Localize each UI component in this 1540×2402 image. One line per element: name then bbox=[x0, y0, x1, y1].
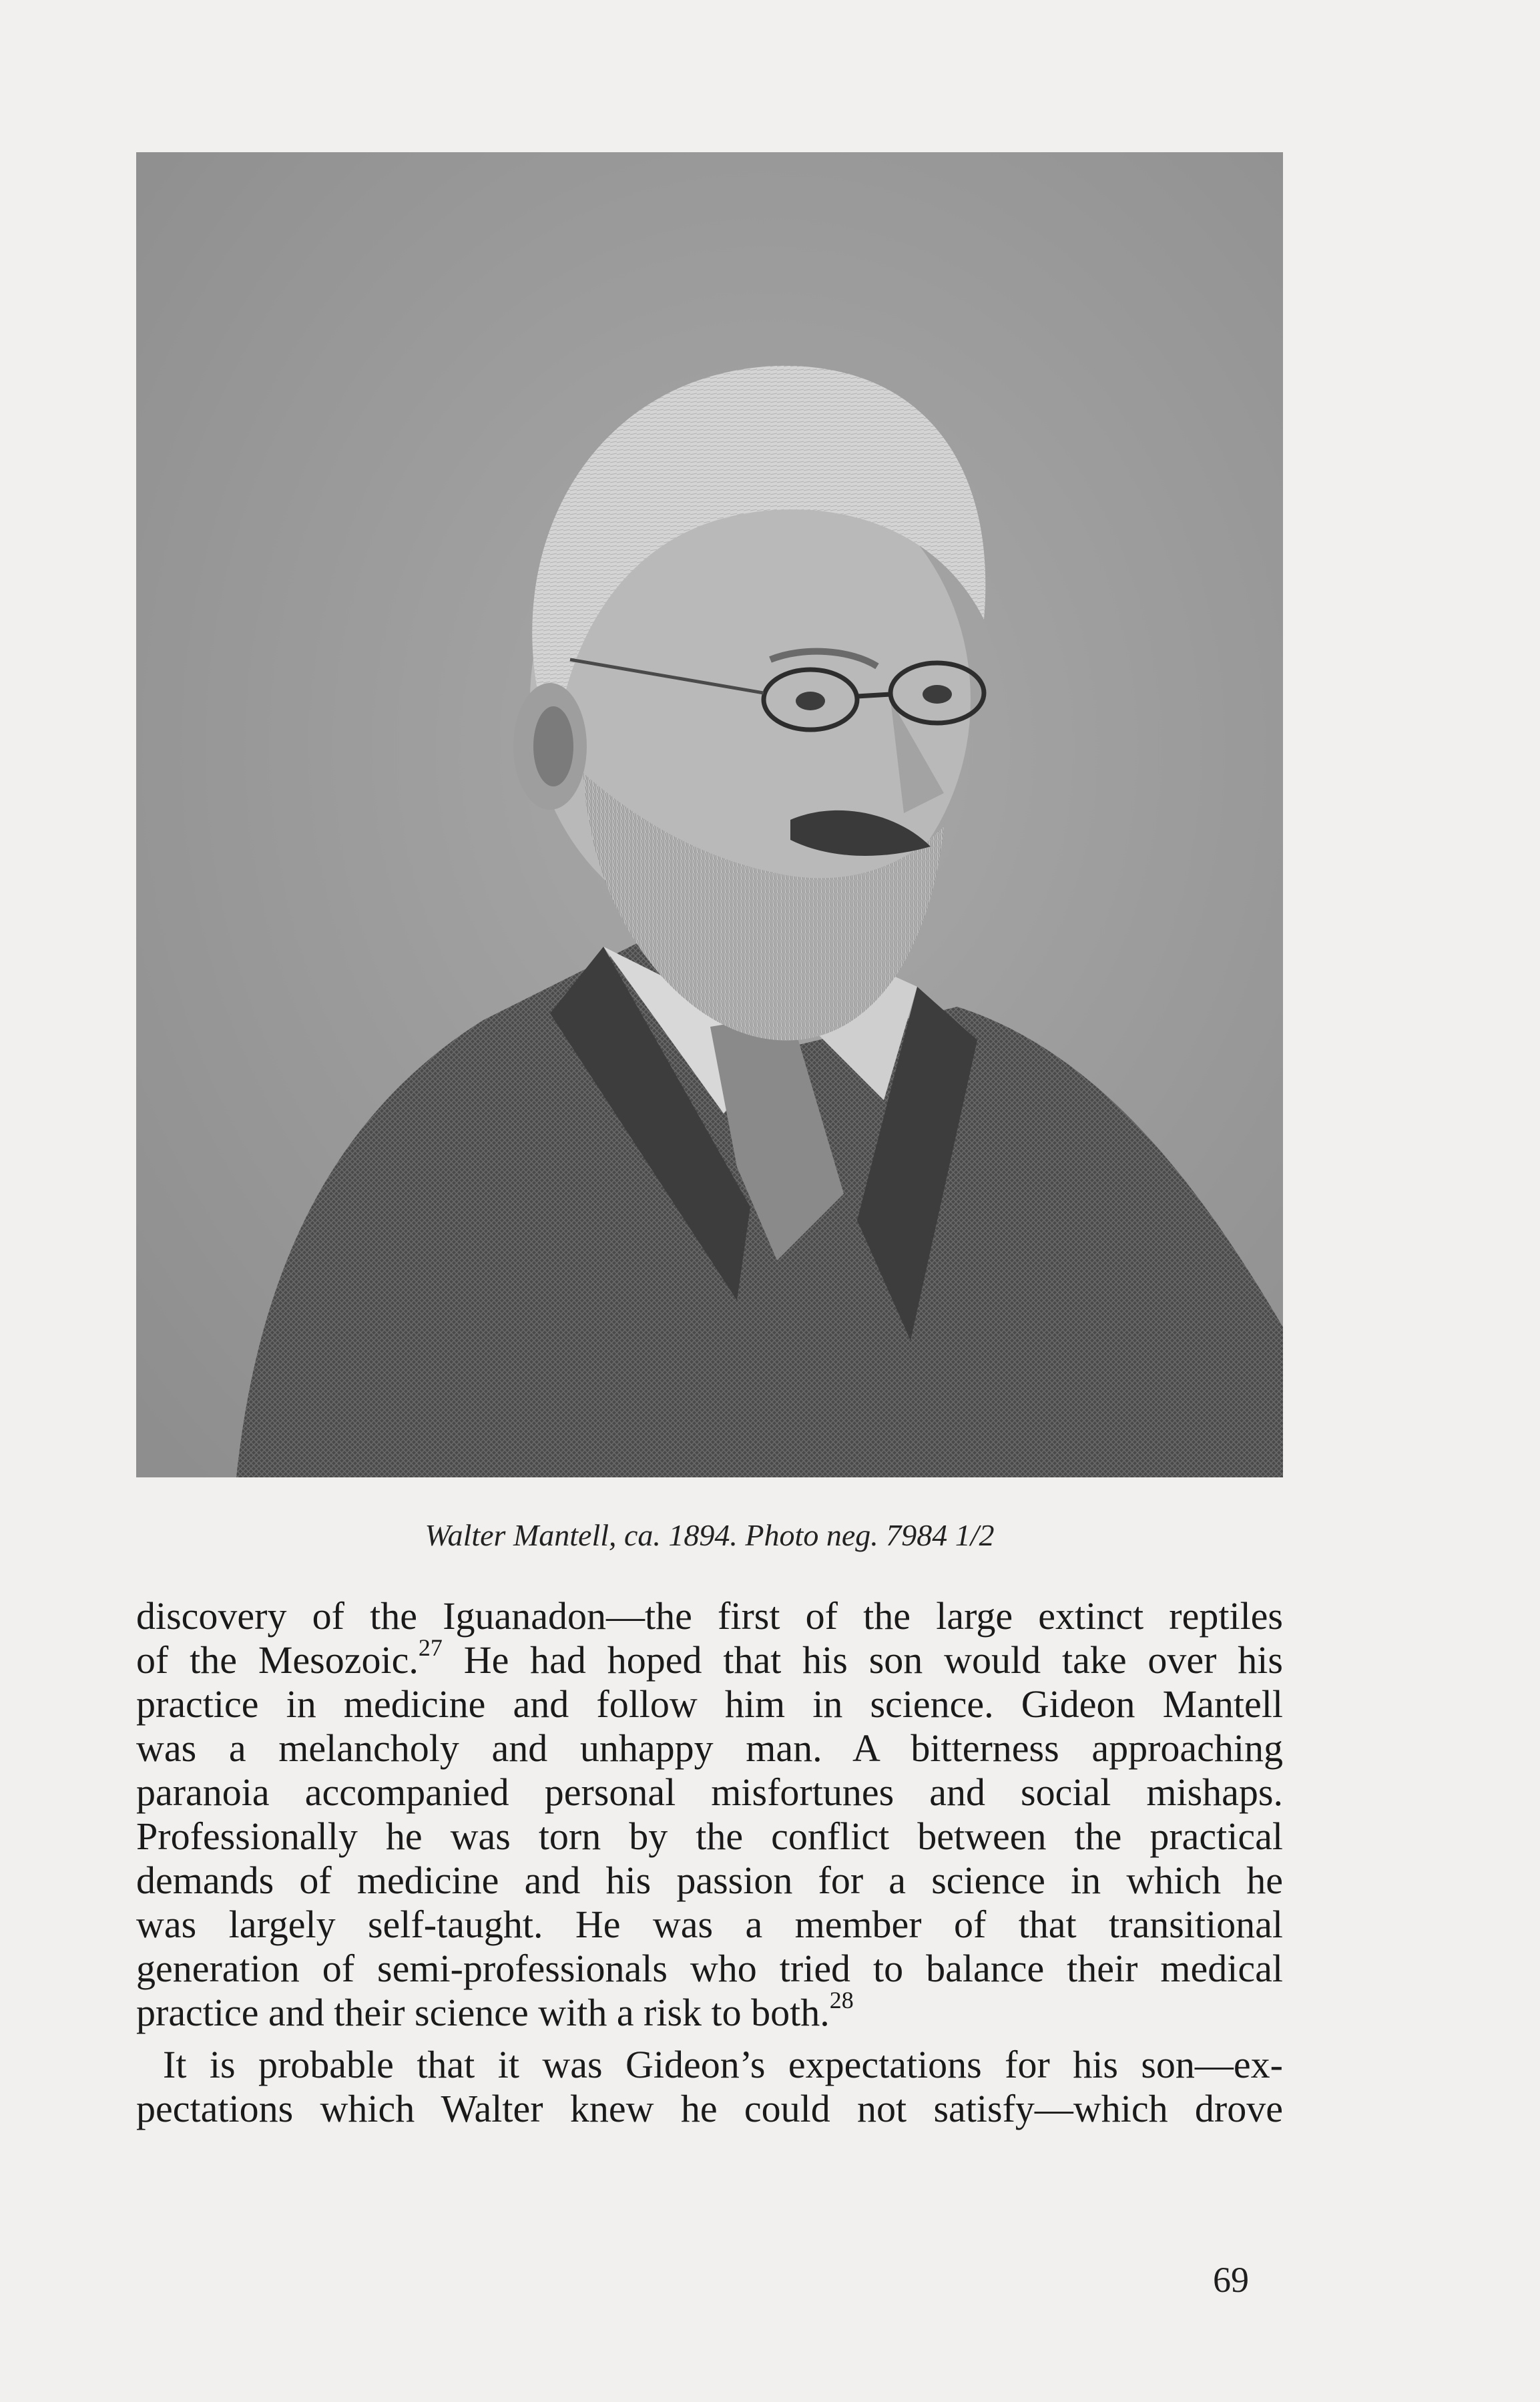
body-line-text: practice and their science with a risk to both. bbox=[136, 1991, 830, 2034]
page-number: 69 bbox=[1213, 2260, 1249, 2300]
footnote-ref: 28 bbox=[829, 1987, 854, 2013]
body-line-text: He had hoped that his son would take over his bbox=[442, 1638, 1283, 1682]
body-line: Professionally he was torn by the conflict between the practical bbox=[136, 1815, 1283, 1858]
figure-caption: Walter Mantell, ca. 1894. Photo neg. 7984 1/2 bbox=[425, 1518, 995, 1552]
body-line: discovery of the Iguanadon—the first of the large extinct reptiles bbox=[136, 1594, 1283, 1638]
body-line: demands of medicine and his passion for a science in which he bbox=[136, 1859, 1283, 1902]
body-line: practice in medicine and follow him in science. Gideon Mantell bbox=[136, 1682, 1283, 1726]
footnote-ref: 27 bbox=[418, 1634, 443, 1661]
portrait-photo bbox=[136, 152, 1283, 1477]
body-paragraphs bbox=[136, 1594, 1283, 2131]
body-line: was a melancholy and unhappy man. A bitterness approaching bbox=[136, 1726, 1283, 1770]
body-line: was largely self-taught. He was a member of that transitional bbox=[136, 1903, 1283, 1946]
body-line-text: of the Mesozoic. bbox=[136, 1638, 419, 1682]
body-line: It is probable that it was Gideon’s expectations for his son—ex- bbox=[163, 2043, 1283, 2086]
body-line: pectations which Walter knew he could not satisfy—which drove bbox=[136, 2087, 1283, 2130]
body-line bbox=[136, 1987, 1283, 2035]
body-line: generation of semi-professionals who tried to balance their medical bbox=[136, 1947, 1283, 1990]
body-line bbox=[136, 1634, 1283, 1682]
portrait-photo-icon bbox=[136, 152, 1283, 1477]
body-line: paranoia accompanied personal misfortunes and social mishaps. bbox=[136, 1770, 1283, 1814]
